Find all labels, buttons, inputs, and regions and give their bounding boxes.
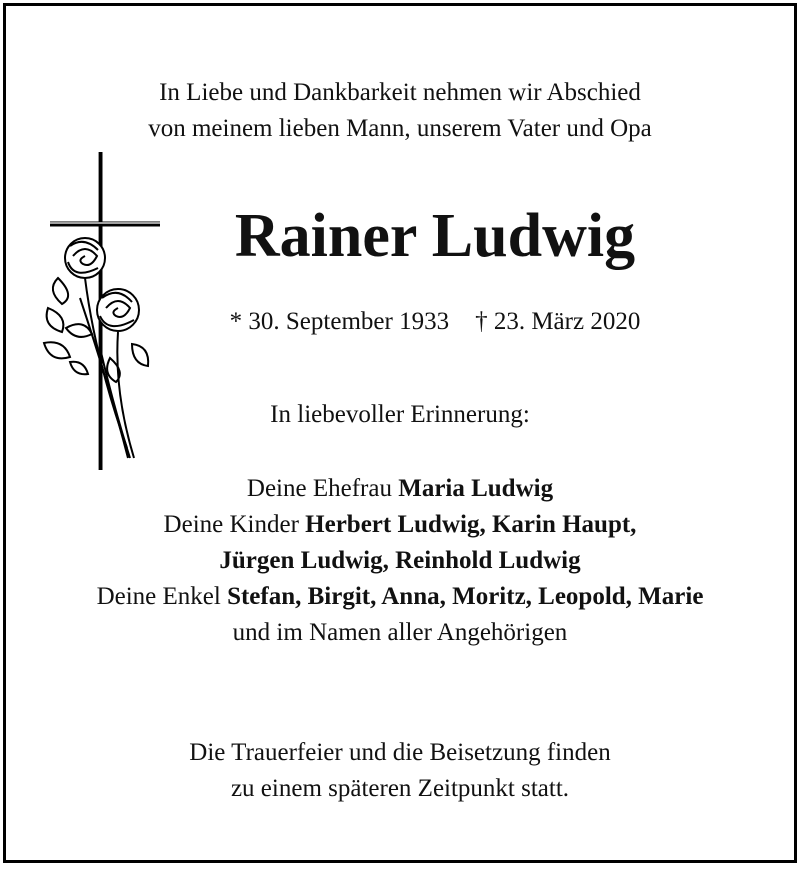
wife-name: Maria Ludwig [398,475,554,502]
intro-line-1: In Liebe und Dankbarkeit nehmen wir Abschied [159,79,641,106]
family-children-line [0,510,800,540]
ceremony-line-1: Die Trauerfeier und die Beisetzung finden [189,739,611,766]
relatives-line: und im Namen aller Angehörigen [232,619,568,646]
death-date: † 23. März 2020 [475,308,641,335]
life-dates [175,306,695,338]
grandchildren-names: Stefan, Birgit, Anna, Moritz, Leopold, Marie [227,583,704,610]
children-names-2: Jürgen Ludwig, Reinhold Ludwig [219,547,581,574]
grandchildren-prefix: Deine Enkel [96,583,221,610]
children-prefix: Deine Kinder [163,511,299,538]
children-names-1: Herbert Ludwig, Karin Haupt, [305,511,637,538]
ceremony-line-2: zu einem späteren Zeitpunkt statt. [230,775,570,802]
family-children-line-2 [0,546,800,576]
deceased-name: Rainer Ludwig [234,202,636,270]
family-wife-line [0,474,800,504]
wife-prefix: Deine Ehefrau [246,475,392,502]
family-grandchildren-line [0,582,800,612]
remembrance-heading: In liebevoller Erinnerung: [270,401,530,428]
birth-date: * 30. September 1933 [229,308,450,335]
intro-line-2: von meinem lieben Mann, unserem Vater und Opa [148,115,652,142]
